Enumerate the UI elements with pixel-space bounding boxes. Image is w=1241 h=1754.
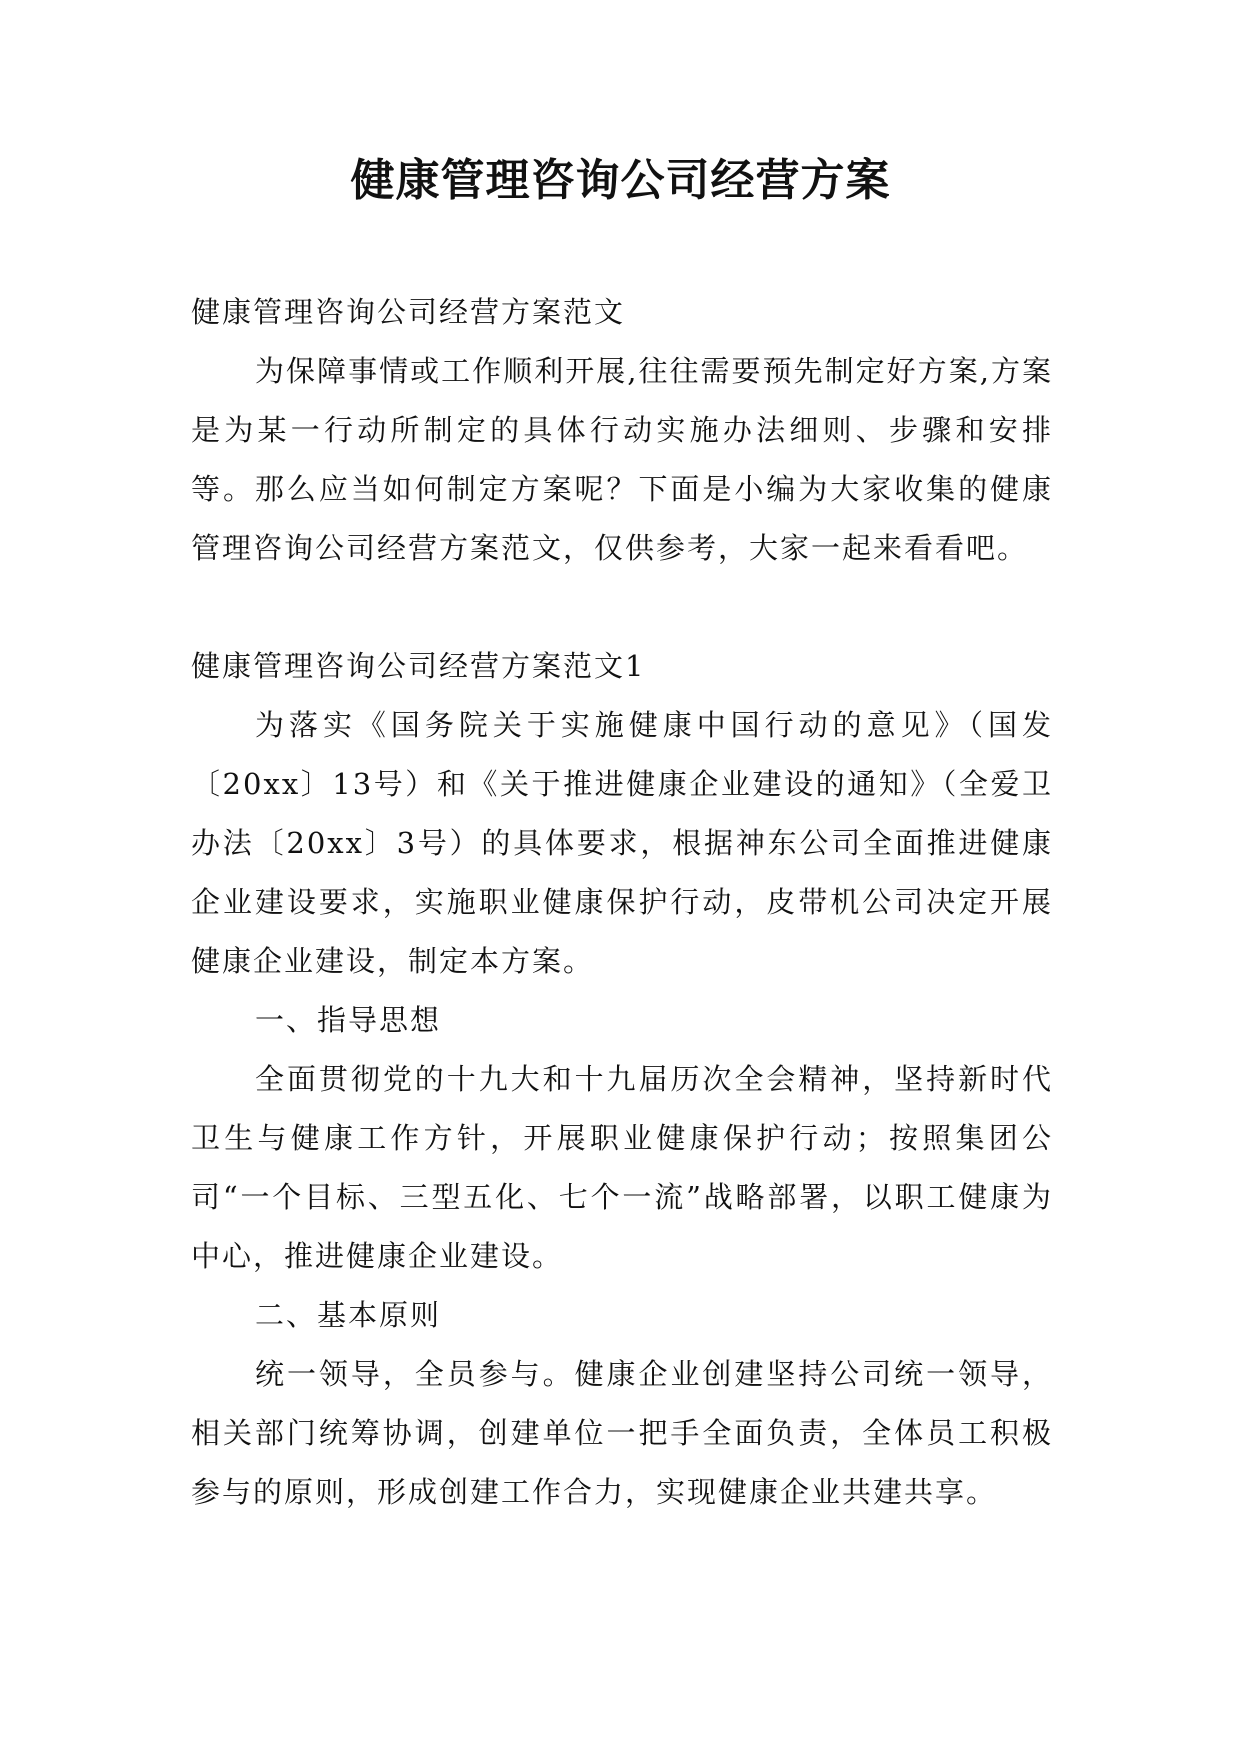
purpose-paragraph: 为落实《国务院关于实施健康中国行动的意见》（国发〔20xx〕13号）和《关于推进健康企业建设的通知》（全爱卫办法〔20xx〕3号）的具体要求，根据神东公司全面推进健康企业建设要求，实施职业健康保护行动，皮带机公司决定开展健康企业建设，制定本方案。 <box>191 708 1053 978</box>
basic-principles-paragraph: 统一领导，全员参与。健康企业创建坚持公司统一领导，相关部门统筹协调，创建单位一把手全面负责，全体员工积极参与的原则，形成创建工作合力，实现健康企业共建共享。 <box>191 1357 1053 1509</box>
section-heading-sample-1: 健康管理咨询公司经营方案范文1 <box>191 649 646 683</box>
document-title: 健康管理咨询公司经营方案 <box>350 155 891 206</box>
intro-paragraph: 为保障事情或工作顺利开展,往往需要预先制定好方案,方案是为某一行动所制定的具体行动实施办法细则、步骤和安排等。那么应当如何制定方案呢？下面是小编为大家收集的健康管理咨询公司经营方案范文，仅供参考，大家一起来看看吧。 <box>191 354 1053 565</box>
heading-basic-principles: 二、基本原则 <box>255 1298 442 1332</box>
section-heading-intro: 健康管理咨询公司经营方案范文 <box>191 295 626 329</box>
guiding-ideology-paragraph: 全面贯彻党的十九大和十九届历次全会精神，坚持新时代卫生与健康工作方针，开展职业健康保护行动；按照集团公司“一个目标、三型五化、七个一流”战略部署，以职工健康为中心，推进健康企业建设。 <box>191 1062 1053 1273</box>
document-body <box>191 283 1053 1522</box>
heading-guiding-ideology: 一、指导思想 <box>255 1003 442 1037</box>
